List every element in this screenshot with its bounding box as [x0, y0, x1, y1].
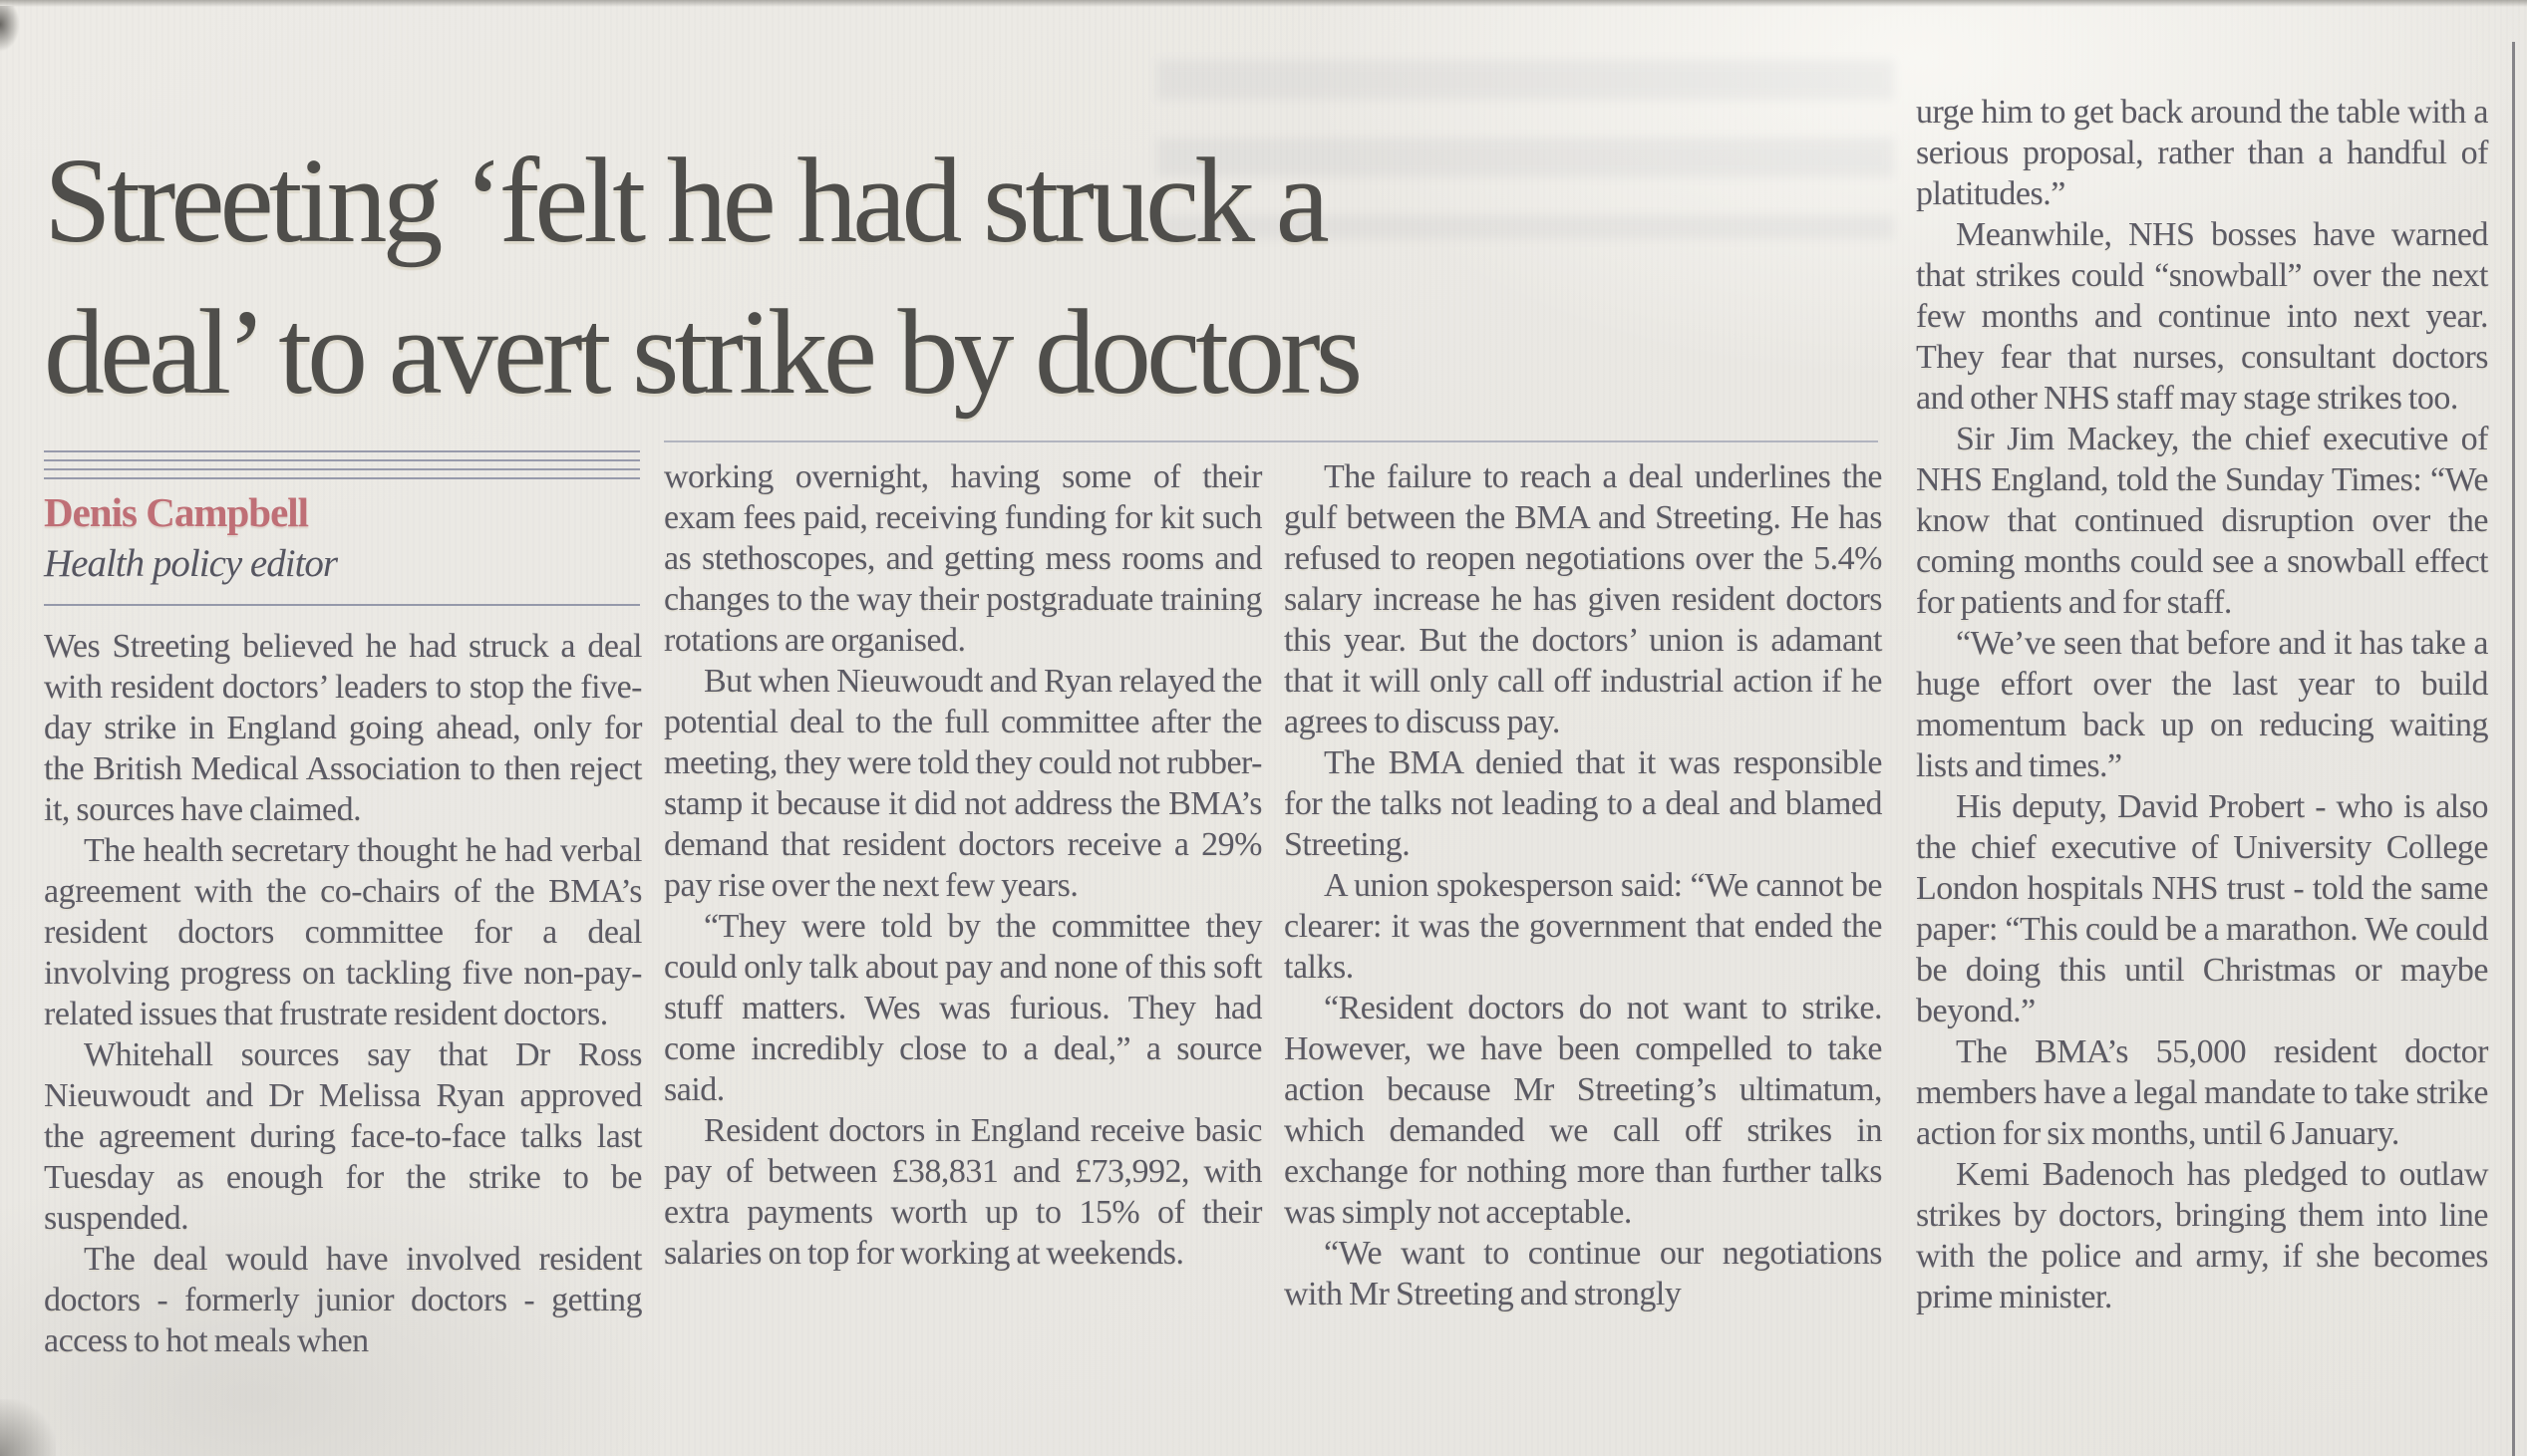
byline-author: Denis Campbell [44, 489, 309, 535]
body-paragraph: “They were told by the committee they could only talk about pay and none of this soft stuff matters. Wes was furious. They had come incredibly close to a deal,” a source said. [664, 908, 1262, 1108]
body-column-1 [44, 626, 642, 1361]
headline [44, 126, 1918, 429]
body-paragraph: Wes Streeting believed he had struck a deal with resident doctors’ leaders to stop the five-day strike in England going ahead, only for the British Medical Association to then reject it, sources have claimed. [44, 628, 642, 828]
body-paragraph: The BMA’s 55,000 resident doctor members have a legal mandate to take strike action for six months, until 6 January. [1916, 1033, 2488, 1152]
body-paragraph: “We want to continue our negotiations with Mr Streeting and strongly [1284, 1235, 1882, 1312]
body-paragraph: His deputy, David Probert - who is also the chief executive of University College London hospitals NHS trust - told the same paper: “This could be a marathon. We could be doing this until Christmas or maybe beyond.” [1916, 788, 2488, 1029]
headline-separator-rule [664, 440, 1878, 442]
body-paragraph: Resident doctors in England receive basic pay of between £38,831 and £73,992, with extra payments worth up to 15% of their salaries on top for working at weekends. [664, 1112, 1262, 1272]
body-paragraph: Kemi Badenoch has pledged to outlaw strikes by doctors, bringing them into line with the police and army, if she becomes prime minister. [1916, 1156, 2488, 1315]
body-column-2 [664, 456, 1262, 1274]
scan-artifact-top-edge [0, 0, 2527, 7]
scan-artifact-smudge [0, 1399, 56, 1456]
headline-line-1: Streeting ‘felt he had struck a [44, 133, 1325, 268]
body-paragraph: Whitehall sources say that Dr Ross Nieuwoudt and Dr Melissa Ryan approved the agreement during face-to-face talks last Tuesday as enough for the strike to be suspended. [44, 1036, 642, 1237]
body-paragraph: A union spokesperson said: “We cannot be clearer: it was the government that ended the talks. [1284, 867, 1882, 986]
body-paragraph: urge him to get back around the table with a serious proposal, rather than a handful of platitudes.” [1916, 94, 2488, 212]
body-paragraph: Meanwhile, NHS bosses have warned that strikes could “snowball” over the next few months and continue into next year. They fear that nurses, consultant doctors and other NHS staff may stage strikes too. [1916, 216, 2488, 417]
headline-line-2: deal’ to avert strike by doctors [44, 284, 1359, 420]
body-paragraph: working overnight, having some of their exam fees paid, receiving funding for kit such as stethoscopes, and getting mess rooms and changes to the way their postgraduate training rotations are organised. [664, 458, 1262, 659]
body-paragraph: The BMA denied that it was responsible for the talks not leading to a deal and blamed Streeting. [1284, 744, 1882, 863]
body-paragraph: The failure to reach a deal underlines the gulf between the BMA and Streeting. He has refused to reopen negotiations over the 5.4% salary increase he has given resident doctors this year. But the doctors’ union is adamant that it will only call off industrial action if he agrees to discuss pay. [1284, 458, 1882, 740]
body-paragraph: “We’ve seen that before and it has take a huge effort over the last year to build momentum back up on reducing waiting lists and times.” [1916, 625, 2488, 784]
body-column-4 [1916, 92, 2488, 1317]
byline-bottom-rule [44, 604, 640, 606]
body-paragraph: “Resident doctors do not want to strike. However, we have been compelled to take action because Mr Streeting’s ultimatum, which demanded we call off strikes in exchange for nothing more than further talks was simply not acceptable. [1284, 990, 1882, 1231]
body-paragraph: But when Nieuwoudt and Ryan relayed the potential deal to the full committee after the meeting, they were told they could not rubber-stamp it because it did not address the BMA’s demand that resident doctors receive a 29% pay rise over the next few years. [664, 663, 1262, 904]
body-column-3 [1284, 456, 1882, 1314]
byline-divider-rules [44, 450, 640, 481]
body-paragraph: The health secretary thought he had verbal agreement with the co-chairs of the BMA’s resident doctors committee for a deal involving progress on tackling five non-pay-related issues that frustrate resident doctors. [44, 832, 642, 1032]
body-paragraph: The deal would have involved resident doctors - formerly junior doctors - getting access to hot meals when [44, 1241, 642, 1359]
byline-role: Health policy editor [44, 542, 338, 585]
body-paragraph: Sir Jim Mackey, the chief executive of NHS England, told the Sunday Times: “We know that continued disruption over the coming months could see a snowball effect for patients and for staff. [1916, 421, 2488, 621]
scan-artifact-corner-mark [0, 6, 20, 52]
column-divider-rule [2512, 42, 2515, 1456]
